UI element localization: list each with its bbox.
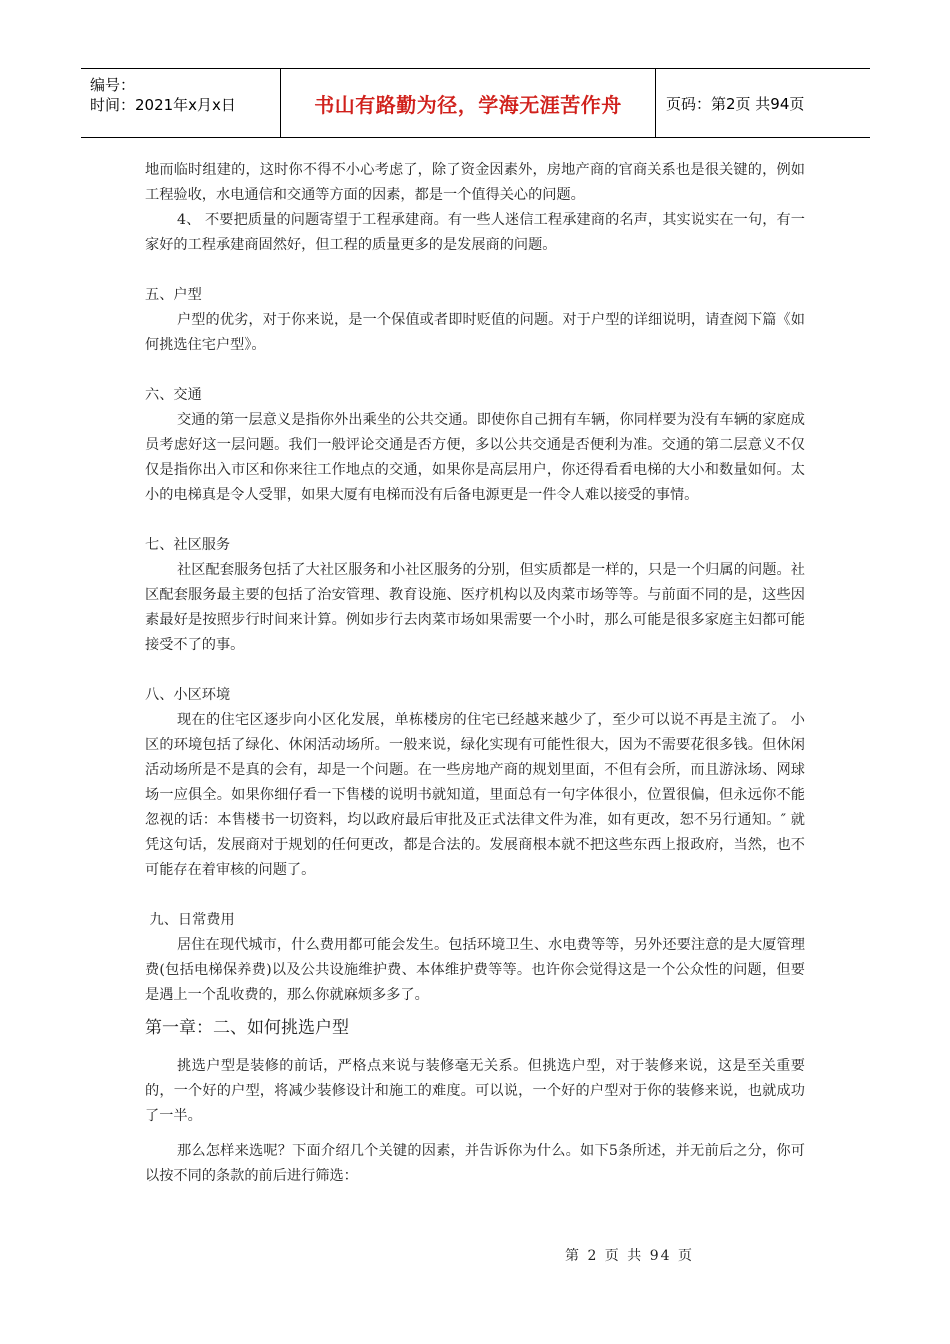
paragraph: 现在的住宅区逐步向小区化发展，单栋楼房的住宅已经越来越少了，至少可以说不再是主流了。 小区的环境包括了绿化、休闲活动场所。一般来说，绿化实现有可能性很大，因为不需要花很多钱。但休闲活动场所是不是真的会有，却是一个问题。在一些房地产商的规划里面，不但有会所，而且游泳场、网球场一应俱全。如果你细仔看一下售楼的说明书就知道，里面总有一句字体很小，位置很偏，但永远你不能忽视的话：本售楼书一切资料，均以政府最后审批及正式法律文件为准，如有更改，恕不另行通知。″ 就凭这句话，发展商对于规划的任何更改，都是合法的。发展商根本就不把这些东西上报政府，当然，也不可能存在着审核的问题了。 bbox=[145, 712, 805, 878]
header-page-info: 页码：第2页 共94页 bbox=[666, 94, 805, 113]
paragraph: 4、 不要把质量的问题寄望于工程承建商。有一些人迷信工程承建商的名声，其实说实在一句，有一家好的工程承建商固然好，但工程的质量更多的是发展商的问题。 bbox=[145, 212, 805, 253]
paragraph-gap bbox=[145, 1129, 805, 1139]
paragraph: 交通的第一层意义是指你外出乘坐的公共交通。即使你自己拥有车辆，你同样要为没有车辆的家庭成员考虑好这一层问题。我们一般评论交通是否方便，多以公共交通是否便利为准。交通的第二层意义不仅仅是指你出入市区和你来往工作地点的交通，如果你是高层用户，你还得看看电梯的大小和数量如何。太小的电梯真是令人受罪，如果大厦有电梯而没有后备电源更是一件令人难以接受的事情。 bbox=[145, 412, 805, 503]
chapter-heading: 第一章：二、如何挑选户型 bbox=[145, 1018, 349, 1038]
paragraph: 户型的优劣，对于你来说，是一个保值或者即时贬值的问题。对于户型的详细说明，请查阅下篇《如何挑选住宅户型》。 bbox=[145, 312, 805, 353]
document-body bbox=[145, 158, 805, 1189]
paragraph: 社区配套服务包括了大社区服务和小社区服务的分别，但实质都是一样的，只是一个归属的问题。社区配套服务最主要的包括了治安管理、教育设施、医疗机构以及肉菜市场等等。与前面不同的是，这些因素最好是按照步行时间来计算。例如步行去肉菜市场如果需要一个小时，那么可能是很多家庭主妇都可能接受不了的事。 bbox=[145, 562, 805, 653]
paragraph: 挑选户型是装修的前话，严格点来说与装修毫无关系。但挑选户型，对于装修来说，这是至关重要的，一个好的户型，将减少装修设计和施工的难度。可以说，一个好的户型对于你的装修来说，也就成功了一半。 bbox=[145, 1058, 805, 1124]
section-heading: 五、户型 bbox=[145, 287, 202, 303]
paragraph: 居住在现代城市，什么费用都可能会发生。包括环境卫生、水电费等等，另外还要注意的是大厦管理费(包括电梯保养费)以及公共设施维护费、本体维护费等等。也许你会觉得这是一个公众性的问题，但要是遇上一个乱收费的，那么你就麻烦多多了。 bbox=[145, 937, 805, 1003]
header-meta-cell bbox=[81, 69, 281, 137]
header-table bbox=[81, 68, 870, 138]
section-heading: 八、小区环境 bbox=[145, 687, 231, 703]
section-heading: 七、社区服务 bbox=[145, 537, 231, 553]
document-date: 时间：2021年x月x日 bbox=[90, 96, 236, 114]
document-number: 编号： bbox=[90, 76, 136, 94]
section-heading: 九、日常费用 bbox=[145, 912, 235, 928]
section-heading: 六、交通 bbox=[145, 387, 202, 403]
header-motto: 书山有路勤为径，学海无涯苦作舟 bbox=[281, 69, 656, 137]
page-footer: 第 2 页 共 94 页 bbox=[565, 1248, 694, 1264]
paragraph: 地而临时组建的，这时你不得不小心考虑了，除了资金因素外，房地产商的官商关系也是很关键的，例如工程验收，水电通信和交通等方面的因素，都是一个值得关心的问题。 bbox=[145, 162, 805, 203]
paragraph: 那么怎样来选呢？下面介绍几个关键的因素，并告诉你为什么。如下5条所述，并无前后之分，你可以按不同的条款的前后进行筛选： bbox=[145, 1143, 805, 1184]
